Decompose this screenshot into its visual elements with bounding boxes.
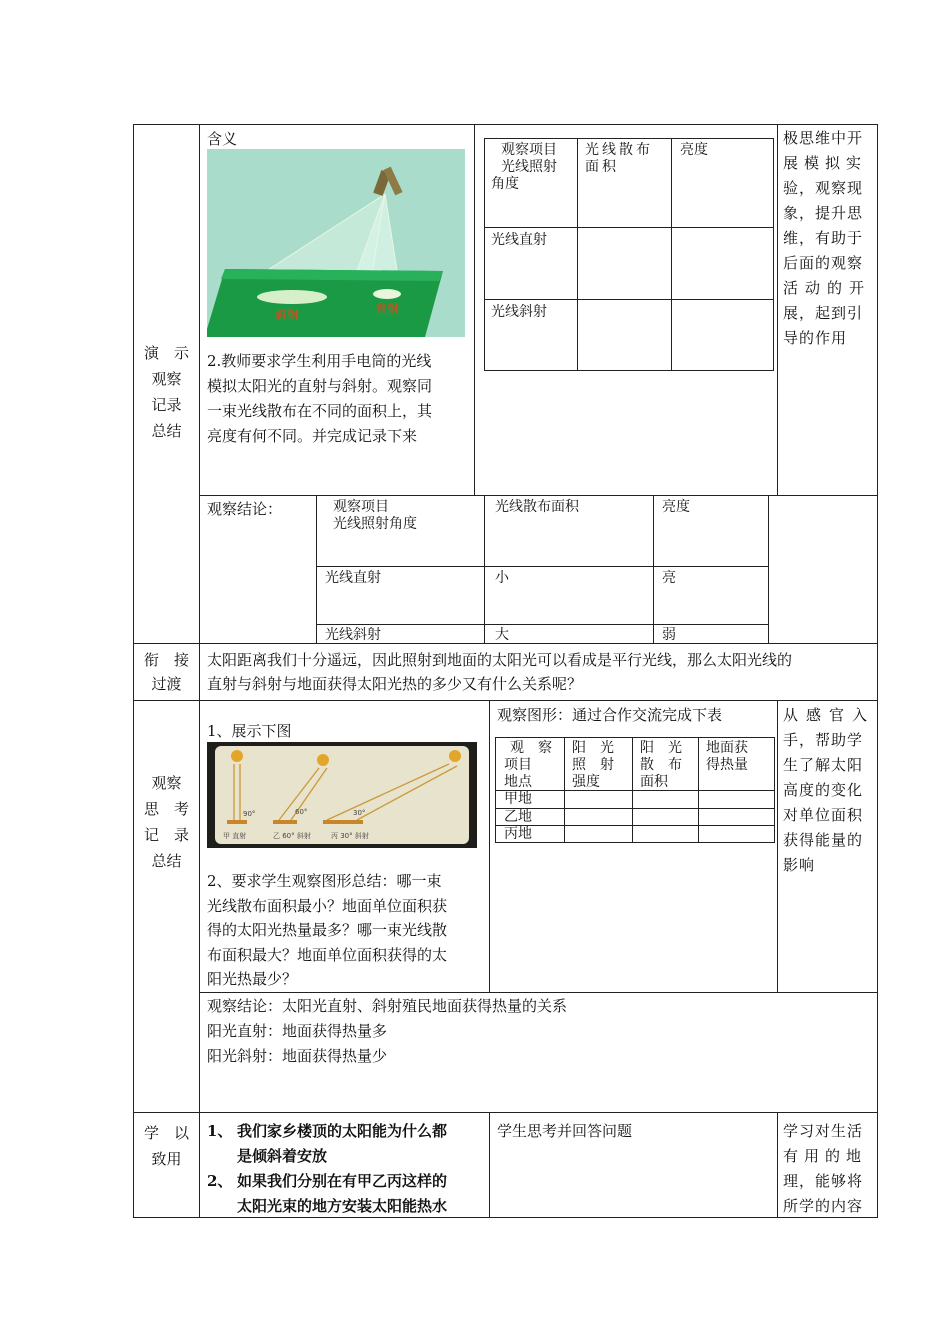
svg-text:直射: 直射 <box>375 302 400 316</box>
col-divider <box>777 124 778 496</box>
row-header-cell: 光线直射 <box>491 232 547 248</box>
row1-step2 <box>207 349 472 449</box>
table-cell: 光线直射 <box>325 570 381 586</box>
row3-conclusion: 观察结论：太阳光直射、斜射殖民地面获得热量的关系 阳光直射：地面获得热量多 阳光斜射：地面获得热量少 <box>207 997 568 1065</box>
direct-light-spot <box>373 289 401 299</box>
row4-questions: 1、 我们家乡楼顶的太阳能为什么都 是倾斜着安放 2、 如果我们分别在有甲乙丙这样的 太阳光束的地方安装太阳能热水 <box>207 1122 448 1215</box>
col-divider <box>777 1112 778 1218</box>
table-cell: 光线斜射 <box>325 627 381 643</box>
row2-text: 太阳距离我们十分遥远，因此照射到地面的太阳光可以看成是平行光线，那么太阳光线的 直射与斜射与地面获得太阳光热的多少又有什么关系呢？ <box>207 651 793 693</box>
row-header-cell: 光线斜射 <box>491 304 547 320</box>
label-column-divider <box>199 124 200 1218</box>
row1-label <box>134 340 199 444</box>
row4-student: 学生思考并回答问题 <box>497 1122 633 1140</box>
row3-step2: 2、要求学生观察图形总结：哪一束 光线散布面积最小？地面单位面积获 得的太阳光热量最多？哪一束光线散 布面积最大？地面单位面积获得的太 阳光热最少？ <box>207 872 448 988</box>
header-cell: 亮度 <box>662 499 690 515</box>
header-cell: 光线散布 面积 <box>585 142 653 175</box>
header-cell: 观察项目 光线照射 角度 <box>491 142 557 192</box>
header-cell: 地面获 得热量 <box>706 740 748 773</box>
svg-text:乙 60° 斜射: 乙 60° 斜射 <box>273 832 311 840</box>
row2-label: 衔 接 过渡 <box>143 651 189 693</box>
row3-step1: 1、展示下图 <box>207 722 292 740</box>
table-cell: 大 <box>495 627 509 643</box>
row1-label-line: 总结 <box>151 422 182 440</box>
text-line: 一束光线散布在不同的面积上，其 <box>207 402 433 420</box>
svg-text:斜射: 斜射 <box>275 308 300 322</box>
table-border-top <box>133 124 878 125</box>
text-line: 2.教师要求学生利用手电筒的光线 <box>207 352 432 370</box>
svg-text:60°: 60° <box>295 808 308 816</box>
col-divider <box>489 1112 490 1218</box>
header-cell: 阳 光 散 布 面积 <box>640 740 682 790</box>
row4-label: 学 以 致用 <box>143 1124 189 1168</box>
col-divider <box>777 700 778 993</box>
header-cell: 亮度 <box>680 142 708 158</box>
svg-text:30°: 30° <box>353 809 366 817</box>
row1-heading: 含义 <box>207 130 238 148</box>
row3-label: 观察 思 考 记 录 总结 <box>143 774 189 870</box>
header-cell: 阳 光 照 射 强度 <box>572 740 614 790</box>
row-divider <box>133 1112 878 1113</box>
sun-angle-image <box>207 742 477 848</box>
flashlight-demo-image <box>207 149 465 337</box>
row3-observe-title: 观察图形：通过合作交流完成下表 <box>497 706 723 724</box>
col-divider <box>474 124 475 496</box>
conclusion-table <box>316 495 769 644</box>
row1-label-line: 演 示 <box>143 344 189 362</box>
row1-conclusion-label: 观察结论： <box>207 500 283 518</box>
header-cell: 观 察 项目 地点 <box>504 740 552 790</box>
text-line: 模拟太阳光的直射与斜射。观察同 <box>207 377 433 395</box>
row1-purpose: 极思维中开 展模拟实 验，观察现 象，提升思 维，有助于 后面的观察 活动的开 展，起到引 导的作用 <box>783 129 872 347</box>
row3-purpose: 从感官入 手，帮助学 生了解太阳 高度的变化 对单位面积 获得能量的 影响 <box>783 706 876 874</box>
header-cell: 光线散布面积 <box>495 499 579 515</box>
col-divider <box>489 700 490 993</box>
row1-label-line: 观察 <box>151 370 182 388</box>
table-border-right <box>877 124 878 1218</box>
row-header-cell: 甲地 <box>504 791 532 807</box>
slant-light-spot <box>257 290 327 304</box>
header-cell: 观察项目 光线照射角度 <box>333 499 417 532</box>
row-header-cell: 乙地 <box>504 809 532 825</box>
table-cell: 弱 <box>662 627 676 643</box>
svg-text:丙 30° 斜射: 丙 30° 斜射 <box>331 832 369 840</box>
text-line: 亮度有何不同。并完成记录下来 <box>207 427 418 445</box>
row4-purpose: 学习对生活 有用的地 理，能够将 所学的内容 <box>783 1122 868 1215</box>
table-cell: 小 <box>495 570 509 586</box>
blank-record-table <box>484 138 774 371</box>
svg-text:甲 直射: 甲 直射 <box>223 832 247 840</box>
row-divider <box>133 700 878 701</box>
table-cell: 亮 <box>662 570 676 586</box>
observe-table <box>495 737 775 843</box>
svg-text:90°: 90° <box>243 810 256 818</box>
row1-label-line: 记录 <box>151 396 182 414</box>
row-header-cell: 丙地 <box>504 826 532 842</box>
